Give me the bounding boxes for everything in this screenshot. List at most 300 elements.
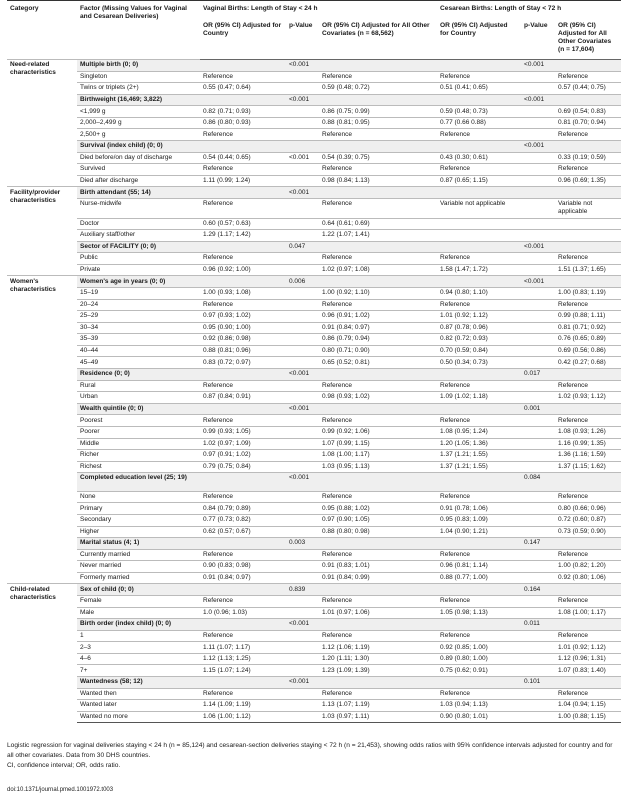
or-country-vaginal-cell bbox=[200, 141, 286, 153]
factor-cell: 30–34 bbox=[77, 322, 200, 334]
or-all-vaginal-cell: 1.02 (0.97; 1.08) bbox=[319, 264, 437, 276]
pvalue-vaginal-cell bbox=[286, 299, 319, 311]
or-country-vaginal-cell: 0.79 (0.75; 0.84) bbox=[200, 461, 286, 473]
or-all-cesarean-cell bbox=[555, 369, 621, 381]
pvalue-cesarean-cell bbox=[521, 438, 555, 450]
pvalue-vaginal-cell bbox=[286, 117, 319, 129]
or-country-cesarean-cell: 1.08 (0.95; 1.24) bbox=[437, 426, 521, 438]
or-country-vaginal-cell: 0.77 (0.73; 0.82) bbox=[200, 514, 286, 526]
or-all-vaginal-cell: 0.98 (0.93; 1.02) bbox=[319, 392, 437, 404]
or-all-cesarean-cell: Reference bbox=[555, 380, 621, 392]
or-all-cesarean-cell bbox=[555, 677, 621, 689]
table-row bbox=[7, 642, 621, 654]
or-country-vaginal-cell: 0.86 (0.80; 0.93) bbox=[200, 117, 286, 129]
pvalue-vaginal-cell bbox=[286, 711, 319, 723]
or-all-vaginal-cell: Reference bbox=[319, 596, 437, 608]
table-row bbox=[7, 311, 621, 323]
or-country-vaginal-cell: 1.11 (0.99; 1.24) bbox=[200, 175, 286, 187]
pvalue-cesarean-cell bbox=[521, 117, 555, 129]
or-all-vaginal-cell: 1.13 (1.07; 1.19) bbox=[319, 700, 437, 712]
factor-cell: Nurse-midwife bbox=[77, 198, 200, 218]
or-all-cesarean-cell: 0.96 (0.69; 1.35) bbox=[555, 175, 621, 187]
factor-cell: Birthweight (16,469; 3,822) bbox=[77, 94, 200, 106]
or-all-cesarean-cell: 1.08 (0.93; 1.26) bbox=[555, 426, 621, 438]
factor-cell: Women's age in years (0; 0) bbox=[77, 276, 200, 288]
or-all-cesarean-cell bbox=[555, 141, 621, 153]
pvalue-vaginal-cell bbox=[286, 218, 319, 230]
or-country-vaginal-cell: 1.06 (1.00; 1.12) bbox=[200, 711, 286, 723]
or-all-vaginal-cell: Reference bbox=[319, 380, 437, 392]
or-all-cesarean-cell: 1.04 (0.94; 1.15) bbox=[555, 700, 621, 712]
factor-cell: Richer bbox=[77, 450, 200, 462]
or-all-cesarean-cell: Variable not applicable bbox=[555, 198, 621, 218]
or-country-cesarean-cell bbox=[437, 60, 521, 72]
category-cell: Facility/provider characteristics bbox=[7, 187, 77, 276]
or-country-vaginal-cell: Reference bbox=[200, 164, 286, 176]
or-country-cesarean-cell: 0.88 (0.77; 1.00) bbox=[437, 572, 521, 584]
pvalue-cesarean-cell bbox=[521, 503, 555, 515]
header-vaginal-group: Vaginal Births: Length of Stay < 24 h bbox=[200, 1, 437, 19]
pvalue-vaginal-cell bbox=[286, 438, 319, 450]
or-country-cesarean-cell bbox=[437, 241, 521, 253]
pvalue-vaginal-cell bbox=[286, 175, 319, 187]
factor-cell: Richest bbox=[77, 461, 200, 473]
or-country-vaginal-cell: 1.12 (1.13; 1.25) bbox=[200, 653, 286, 665]
or-country-cesarean-cell: Reference bbox=[437, 164, 521, 176]
pvalue-vaginal-cell bbox=[286, 653, 319, 665]
pvalue-cesarean-cell bbox=[521, 152, 555, 164]
table-row bbox=[7, 572, 621, 584]
table-row bbox=[7, 175, 621, 187]
or-country-cesarean-cell: 0.95 (0.83; 1.09) bbox=[437, 514, 521, 526]
pvalue-cesarean-cell: <0.001 bbox=[521, 141, 555, 153]
or-country-cesarean-cell: 0.89 (0.80; 1.00) bbox=[437, 653, 521, 665]
or-all-vaginal-cell: 0.88 (0.81; 0.95) bbox=[319, 117, 437, 129]
factor-cell: Multiple birth (0; 0) bbox=[77, 60, 200, 72]
header-factor: Factor (Missing Values for Vaginal and Cesarean Deliveries) bbox=[77, 1, 200, 60]
pvalue-cesarean-cell bbox=[521, 299, 555, 311]
or-all-vaginal-cell: 1.23 (1.09; 1.39) bbox=[319, 665, 437, 677]
or-country-vaginal-cell bbox=[200, 187, 286, 199]
pvalue-vaginal-cell bbox=[286, 311, 319, 323]
or-all-vaginal-cell: Reference bbox=[319, 630, 437, 642]
or-country-vaginal-cell: Reference bbox=[200, 198, 286, 218]
or-country-cesarean-cell: Reference bbox=[437, 253, 521, 265]
or-all-cesarean-cell: Reference bbox=[555, 415, 621, 427]
or-country-vaginal-cell bbox=[200, 94, 286, 106]
or-all-vaginal-cell: 0.91 (0.84; 0.97) bbox=[319, 322, 437, 334]
or-all-vaginal-cell bbox=[319, 187, 437, 199]
pvalue-vaginal-cell: <0.001 bbox=[286, 403, 319, 415]
or-all-cesarean-cell: Reference bbox=[555, 549, 621, 561]
table-row bbox=[7, 71, 621, 83]
factor-cell: <1,999 g bbox=[77, 106, 200, 118]
table-row bbox=[7, 287, 621, 299]
or-all-vaginal-cell: Reference bbox=[319, 299, 437, 311]
pvalue-vaginal-cell bbox=[286, 164, 319, 176]
pvalue-vaginal-cell: 0.839 bbox=[286, 584, 319, 596]
pvalue-cesarean-cell: 0.017 bbox=[521, 369, 555, 381]
table-row bbox=[7, 630, 621, 642]
or-all-cesarean-cell: 1.51 (1.37; 1.65) bbox=[555, 264, 621, 276]
or-country-vaginal-cell: 0.96 (0.92; 1.00) bbox=[200, 264, 286, 276]
or-country-vaginal-cell: 0.97 (0.93; 1.02) bbox=[200, 311, 286, 323]
or-all-cesarean-cell: 1.02 (0.93; 1.12) bbox=[555, 392, 621, 404]
factor-cell: 35–39 bbox=[77, 334, 200, 346]
factor-cell: Sector of FACILITY (0; 0) bbox=[77, 241, 200, 253]
or-country-vaginal-cell: Reference bbox=[200, 129, 286, 141]
factor-cell: Marital status (4; 1) bbox=[77, 538, 200, 550]
or-country-vaginal-cell bbox=[200, 403, 286, 415]
or-all-cesarean-cell: Reference bbox=[555, 129, 621, 141]
or-all-vaginal-cell: Reference bbox=[319, 71, 437, 83]
or-country-cesarean-cell: 0.96 (0.81; 1.14) bbox=[437, 561, 521, 573]
or-all-vaginal-cell: 1.22 (1.07; 1.41) bbox=[319, 230, 437, 242]
factor-cell: Poorest bbox=[77, 415, 200, 427]
or-all-vaginal-cell bbox=[319, 369, 437, 381]
pvalue-vaginal-cell: 0.003 bbox=[286, 538, 319, 550]
or-all-cesarean-cell: Reference bbox=[555, 596, 621, 608]
or-country-cesarean-cell: Reference bbox=[437, 380, 521, 392]
factor-cell: 2–3 bbox=[77, 642, 200, 654]
table-row bbox=[7, 253, 621, 265]
pvalue-vaginal-cell: <0.001 bbox=[286, 677, 319, 689]
pvalue-cesarean-cell bbox=[521, 264, 555, 276]
or-country-cesarean-cell: Reference bbox=[437, 491, 521, 503]
or-all-cesarean-cell bbox=[555, 60, 621, 72]
pvalue-vaginal-cell bbox=[286, 129, 319, 141]
or-all-vaginal-cell: 0.86 (0.79; 0.94) bbox=[319, 334, 437, 346]
or-country-vaginal-cell: 1.15 (1.07; 1.24) bbox=[200, 665, 286, 677]
pvalue-vaginal-cell bbox=[286, 572, 319, 584]
or-country-vaginal-cell: Reference bbox=[200, 415, 286, 427]
pvalue-cesarean-cell bbox=[521, 607, 555, 619]
pvalue-vaginal-cell bbox=[286, 141, 319, 153]
factor-cell: Completed education level (25; 19) bbox=[77, 473, 200, 492]
or-all-vaginal-cell: 0.80 (0.71; 0.90) bbox=[319, 345, 437, 357]
or-country-vaginal-cell: 0.99 (0.93; 1.05) bbox=[200, 426, 286, 438]
or-all-cesarean-cell: 0.81 (0.70; 0.94) bbox=[555, 117, 621, 129]
table-row bbox=[7, 357, 621, 369]
pvalue-cesarean-cell bbox=[521, 415, 555, 427]
pvalue-vaginal-cell bbox=[286, 688, 319, 700]
or-country-cesarean-cell: 0.59 (0.48; 0.73) bbox=[437, 106, 521, 118]
or-country-cesarean-cell: 0.70 (0.59; 0.84) bbox=[437, 345, 521, 357]
or-country-cesarean-cell bbox=[437, 276, 521, 288]
results-table bbox=[7, 0, 621, 723]
factor-cell: Private bbox=[77, 264, 200, 276]
or-all-cesarean-cell: 0.33 (0.19; 0.59) bbox=[555, 152, 621, 164]
pvalue-vaginal-cell: <0.001 bbox=[286, 94, 319, 106]
pvalue-cesarean-cell bbox=[521, 426, 555, 438]
factor-cell: Secondary bbox=[77, 514, 200, 526]
pvalue-cesarean-cell bbox=[521, 187, 555, 199]
or-country-vaginal-cell: 0.95 (0.90; 1.00) bbox=[200, 322, 286, 334]
table-row bbox=[7, 688, 621, 700]
table-row bbox=[7, 164, 621, 176]
table-row bbox=[7, 415, 621, 427]
pvalue-cesarean-cell bbox=[521, 311, 555, 323]
pvalue-vaginal-cell bbox=[286, 607, 319, 619]
or-country-cesarean-cell: 1.05 (0.98; 1.13) bbox=[437, 607, 521, 619]
or-all-vaginal-cell bbox=[319, 677, 437, 689]
or-all-cesarean-cell: 1.08 (1.00; 1.17) bbox=[555, 607, 621, 619]
or-country-cesarean-cell: Reference bbox=[437, 299, 521, 311]
or-all-vaginal-cell: 1.07 (0.99; 1.15) bbox=[319, 438, 437, 450]
factor-cell: Survived bbox=[77, 164, 200, 176]
pvalue-cesarean-cell bbox=[521, 198, 555, 218]
or-country-vaginal-cell: 1.0 (0.96; 1.03) bbox=[200, 607, 286, 619]
or-all-vaginal-cell: Reference bbox=[319, 129, 437, 141]
table-row bbox=[7, 549, 621, 561]
or-country-cesarean-cell: 1.20 (1.05; 1.36) bbox=[437, 438, 521, 450]
table-row bbox=[7, 438, 621, 450]
factor-cell: 2,500+ g bbox=[77, 129, 200, 141]
or-country-vaginal-cell bbox=[200, 677, 286, 689]
or-country-vaginal-cell: 0.62 (0.57; 0.67) bbox=[200, 526, 286, 538]
table-row bbox=[7, 596, 621, 608]
or-all-cesarean-cell: Reference bbox=[555, 164, 621, 176]
pvalue-cesarean-cell bbox=[521, 392, 555, 404]
header-or-country-cesarean: OR (95% CI) Adjusted for Country bbox=[437, 18, 521, 60]
or-country-cesarean-cell bbox=[437, 473, 521, 492]
pvalue-cesarean-cell: <0.001 bbox=[521, 60, 555, 72]
or-all-cesarean-cell: 1.07 (0.83; 1.40) bbox=[555, 665, 621, 677]
table-row bbox=[7, 514, 621, 526]
or-all-vaginal-cell: Reference bbox=[319, 164, 437, 176]
or-country-vaginal-cell: 1.29 (1.17; 1.42) bbox=[200, 230, 286, 242]
factor-cell: 20–24 bbox=[77, 299, 200, 311]
factor-cell: Male bbox=[77, 607, 200, 619]
pvalue-vaginal-cell bbox=[286, 71, 319, 83]
factor-cell: Residence (0; 0) bbox=[77, 369, 200, 381]
pvalue-vaginal-cell bbox=[286, 357, 319, 369]
or-all-cesarean-cell bbox=[555, 218, 621, 230]
pvalue-cesarean-cell bbox=[521, 700, 555, 712]
factor-cell: Birth attendant (55; 14) bbox=[77, 187, 200, 199]
or-country-cesarean-cell: 1.04 (0.90; 1.21) bbox=[437, 526, 521, 538]
pvalue-cesarean-cell bbox=[521, 129, 555, 141]
or-country-cesarean-cell bbox=[437, 94, 521, 106]
pvalue-cesarean-cell bbox=[521, 561, 555, 573]
table-row bbox=[7, 503, 621, 515]
pvalue-cesarean-cell bbox=[521, 287, 555, 299]
or-all-cesarean-cell bbox=[555, 473, 621, 492]
pvalue-cesarean-cell bbox=[521, 549, 555, 561]
or-country-vaginal-cell: Reference bbox=[200, 596, 286, 608]
or-country-vaginal-cell bbox=[200, 241, 286, 253]
factor-cell: Middle bbox=[77, 438, 200, 450]
or-country-cesarean-cell bbox=[437, 677, 521, 689]
table-doi: doi:10.1371/journal.pmed.1001972.t003 bbox=[7, 787, 114, 793]
or-all-vaginal-cell bbox=[319, 538, 437, 550]
footnote-abbreviations: CI, confidence interval; OR, odds ratio. bbox=[7, 762, 121, 769]
or-all-cesarean-cell: 1.16 (0.99; 1.35) bbox=[555, 438, 621, 450]
factor-cell: Singleton bbox=[77, 71, 200, 83]
pvalue-cesarean-cell bbox=[521, 253, 555, 265]
or-country-cesarean-cell bbox=[437, 230, 521, 242]
or-country-vaginal-cell: Reference bbox=[200, 549, 286, 561]
pvalue-vaginal-cell bbox=[286, 561, 319, 573]
pvalue-vaginal-cell bbox=[286, 392, 319, 404]
or-all-vaginal-cell: 0.91 (0.83; 1.01) bbox=[319, 561, 437, 573]
pvalue-cesarean-cell: 0.001 bbox=[521, 403, 555, 415]
pvalue-cesarean-cell bbox=[521, 357, 555, 369]
or-country-vaginal-cell: Reference bbox=[200, 253, 286, 265]
header-cesarean-group: Cesarean Births: Length of Stay < 72 h bbox=[437, 1, 621, 19]
or-all-cesarean-cell: 0.57 (0.44; 0.75) bbox=[555, 83, 621, 95]
or-country-cesarean-cell bbox=[437, 218, 521, 230]
or-all-vaginal-cell: Reference bbox=[319, 253, 437, 265]
pvalue-vaginal-cell: 0.006 bbox=[286, 276, 319, 288]
or-all-cesarean-cell: 0.72 (0.60; 0.87) bbox=[555, 514, 621, 526]
or-all-vaginal-cell: 0.95 (0.88; 1.02) bbox=[319, 503, 437, 515]
table-group-row bbox=[7, 584, 621, 596]
or-all-vaginal-cell bbox=[319, 276, 437, 288]
or-country-vaginal-cell: 0.97 (0.91; 1.02) bbox=[200, 450, 286, 462]
header-or-all-cesarean: OR (95% CI) Adjusted for All Other Covariates (n = 17,604) bbox=[555, 18, 621, 60]
or-all-cesarean-cell bbox=[555, 187, 621, 199]
factor-cell: Rural bbox=[77, 380, 200, 392]
or-country-vaginal-cell: 1.00 (0.93; 1.08) bbox=[200, 287, 286, 299]
pvalue-vaginal-cell bbox=[286, 630, 319, 642]
table-group-row bbox=[7, 473, 621, 492]
category-cell: Child-related characteristics bbox=[7, 584, 77, 723]
pvalue-cesarean-cell bbox=[521, 665, 555, 677]
or-all-vaginal-cell: Reference bbox=[319, 198, 437, 218]
or-country-vaginal-cell: 0.54 (0.44; 0.65) bbox=[200, 152, 286, 164]
table-row bbox=[7, 380, 621, 392]
pvalue-vaginal-cell bbox=[286, 450, 319, 462]
pvalue-cesarean-cell bbox=[521, 218, 555, 230]
factor-cell: Poorer bbox=[77, 426, 200, 438]
or-all-vaginal-cell: 0.99 (0.92; 1.06) bbox=[319, 426, 437, 438]
pvalue-vaginal-cell bbox=[286, 345, 319, 357]
or-all-cesarean-cell: 1.00 (0.88; 1.15) bbox=[555, 711, 621, 723]
header-category: Category bbox=[7, 1, 77, 60]
pvalue-cesarean-cell: <0.001 bbox=[521, 276, 555, 288]
pvalue-vaginal-cell bbox=[286, 106, 319, 118]
table-row bbox=[7, 653, 621, 665]
factor-cell: Female bbox=[77, 596, 200, 608]
or-all-vaginal-cell: 0.88 (0.80; 0.98) bbox=[319, 526, 437, 538]
table-row bbox=[7, 334, 621, 346]
or-all-vaginal-cell bbox=[319, 241, 437, 253]
table-row bbox=[7, 450, 621, 462]
or-all-vaginal-cell: 0.91 (0.84; 0.99) bbox=[319, 572, 437, 584]
or-all-cesarean-cell: Reference bbox=[555, 688, 621, 700]
or-all-cesarean-cell: 0.76 (0.65; 0.89) bbox=[555, 334, 621, 346]
pvalue-vaginal-cell bbox=[286, 700, 319, 712]
or-all-cesarean-cell: 1.01 (0.92; 1.12) bbox=[555, 642, 621, 654]
or-country-vaginal-cell bbox=[200, 584, 286, 596]
factor-cell: 4–6 bbox=[77, 653, 200, 665]
pvalue-vaginal-cell bbox=[286, 426, 319, 438]
factor-cell: 1 bbox=[77, 630, 200, 642]
factor-cell: 7+ bbox=[77, 665, 200, 677]
pvalue-vaginal-cell bbox=[286, 83, 319, 95]
pvalue-vaginal-cell bbox=[286, 380, 319, 392]
table-row bbox=[7, 461, 621, 473]
pvalue-cesarean-cell bbox=[521, 106, 555, 118]
factor-cell: Wealth quintile (0; 0) bbox=[77, 403, 200, 415]
or-country-vaginal-cell: Reference bbox=[200, 688, 286, 700]
factor-cell: Wanted later bbox=[77, 700, 200, 712]
pvalue-vaginal-cell bbox=[286, 230, 319, 242]
or-all-vaginal-cell: 1.20 (1.11; 1.30) bbox=[319, 653, 437, 665]
factor-cell: Doctor bbox=[77, 218, 200, 230]
or-all-vaginal-cell: 1.12 (1.06; 1.19) bbox=[319, 642, 437, 654]
or-country-vaginal-cell: 1.11 (1.07; 1.17) bbox=[200, 642, 286, 654]
or-all-vaginal-cell: 0.98 (0.84; 1.13) bbox=[319, 175, 437, 187]
or-country-vaginal-cell: Reference bbox=[200, 630, 286, 642]
or-country-cesarean-cell bbox=[437, 187, 521, 199]
or-all-cesarean-cell: 1.37 (1.15; 1.62) bbox=[555, 461, 621, 473]
or-country-cesarean-cell: 0.94 (0.80; 1.10) bbox=[437, 287, 521, 299]
table-row bbox=[7, 426, 621, 438]
table-row bbox=[7, 198, 621, 218]
or-country-cesarean-cell: Reference bbox=[437, 549, 521, 561]
pvalue-vaginal-cell: <0.001 bbox=[286, 187, 319, 199]
or-country-cesarean-cell: 0.50 (0.34; 0.73) bbox=[437, 357, 521, 369]
or-country-cesarean-cell bbox=[437, 538, 521, 550]
factor-cell: Auxiliary staff/other bbox=[77, 230, 200, 242]
or-country-cesarean-cell bbox=[437, 584, 521, 596]
or-country-cesarean-cell: Variable not applicable bbox=[437, 198, 521, 218]
or-country-cesarean-cell: 0.77 (0.66 0.88) bbox=[437, 117, 521, 129]
table-group-row bbox=[7, 677, 621, 689]
or-all-cesarean-cell: 1.00 (0.82; 1.20) bbox=[555, 561, 621, 573]
or-all-vaginal-cell: 1.01 (0.97; 1.06) bbox=[319, 607, 437, 619]
factor-cell: Died after discharge bbox=[77, 175, 200, 187]
or-all-cesarean-cell: Reference bbox=[555, 253, 621, 265]
table-group-row bbox=[7, 187, 621, 199]
pvalue-vaginal-cell bbox=[286, 253, 319, 265]
pvalue-cesarean-cell bbox=[521, 572, 555, 584]
table-group-row bbox=[7, 60, 621, 72]
pvalue-cesarean-cell bbox=[521, 461, 555, 473]
or-all-vaginal-cell bbox=[319, 403, 437, 415]
pvalue-vaginal-cell bbox=[286, 461, 319, 473]
pvalue-vaginal-cell bbox=[286, 334, 319, 346]
or-country-cesarean-cell: 0.75 (0.62; 0.91) bbox=[437, 665, 521, 677]
table-group-row bbox=[7, 403, 621, 415]
factor-cell: 15–19 bbox=[77, 287, 200, 299]
or-all-vaginal-cell: Reference bbox=[319, 549, 437, 561]
or-country-vaginal-cell bbox=[200, 619, 286, 631]
pvalue-cesarean-cell bbox=[521, 711, 555, 723]
or-country-vaginal-cell: 0.90 (0.83; 0.98) bbox=[200, 561, 286, 573]
pvalue-cesarean-cell bbox=[521, 230, 555, 242]
or-country-vaginal-cell: 0.83 (0.72; 0.97) bbox=[200, 357, 286, 369]
or-country-vaginal-cell: Reference bbox=[200, 299, 286, 311]
table-row bbox=[7, 129, 621, 141]
table-row bbox=[7, 152, 621, 164]
table-body bbox=[7, 60, 621, 723]
pvalue-vaginal-cell: <0.001 bbox=[286, 473, 319, 492]
or-all-cesarean-cell: 0.69 (0.54; 0.83) bbox=[555, 106, 621, 118]
or-all-vaginal-cell: Reference bbox=[319, 491, 437, 503]
header-pvalue-cesarean: p-Value bbox=[521, 18, 555, 60]
or-all-vaginal-cell: 1.03 (0.97; 1.11) bbox=[319, 711, 437, 723]
or-all-cesarean-cell: 0.80 (0.66; 0.96) bbox=[555, 503, 621, 515]
factor-cell: Public bbox=[77, 253, 200, 265]
pvalue-cesarean-cell bbox=[521, 653, 555, 665]
table-row bbox=[7, 491, 621, 503]
or-country-cesarean-cell: 0.90 (0.80; 1.01) bbox=[437, 711, 521, 723]
pvalue-cesarean-cell bbox=[521, 83, 555, 95]
or-all-cesarean-cell bbox=[555, 403, 621, 415]
